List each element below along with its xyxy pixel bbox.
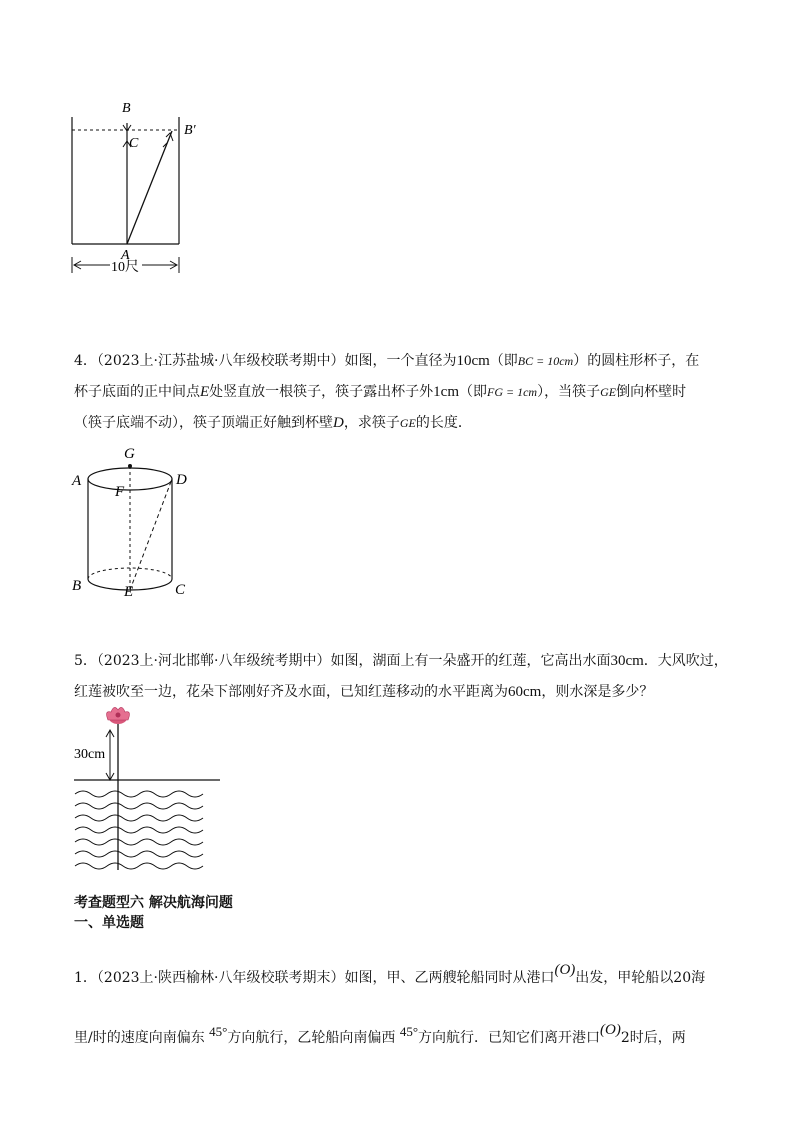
reed-pond-figure <box>60 95 200 280</box>
cup-figure <box>68 440 203 605</box>
q4-line-2: 杯子底面的正中间点E处竖直放一根筷子，筷子露出杯子外1cm（即FG = 1cm），当筷子GE倒向杯壁时 <box>74 384 687 400</box>
label-a: A <box>72 473 82 489</box>
question-1 <box>74 935 744 1073</box>
label-d: D <box>176 472 187 488</box>
width-label: 10尺 <box>111 260 139 275</box>
q4-line-3: （筷子底端不动），筷子顶端正好触到杯壁D，求筷子GE的长度． <box>74 415 472 431</box>
question-5 <box>74 646 744 708</box>
section-subtitle: 一、单选题 <box>74 915 144 931</box>
label-a: A <box>121 248 130 263</box>
section-title: 考查题型六 解决航海问题 <box>74 895 233 911</box>
lotus-lake-figure <box>70 700 230 880</box>
label-c: C <box>175 582 186 598</box>
label-c: C <box>129 136 139 151</box>
label-b: B <box>122 101 131 116</box>
q1-line-1: 1．（2023上·陕西榆林·八年级校联考期末）如图，甲、乙两艘轮船同时从港口(O)出发，甲轮船以20海 <box>74 962 706 986</box>
lotus-flower-icon <box>107 707 130 724</box>
question-4 <box>74 346 744 439</box>
label-b: B <box>72 578 82 594</box>
height-label: 30cm <box>74 747 106 762</box>
label-b-prime: B′ <box>184 123 196 138</box>
q5-line-1: 5．（2023上·河北邯郸·八年级统考期中）如图，湖面上有一朵盛开的红莲，它高出水面30cm．大风吹过， <box>74 653 728 669</box>
q1-line-2: 里/时的速度向南偏东 45°方向航行，乙轮船向南偏西 45°方向航行．已知它们离开港口(O)2时后，两 <box>74 1022 686 1046</box>
q5-line-2: 红莲被吹至一边，花朵下部刚好齐及水面，已知红莲移动的水平距离为60cm，则水深是多少？ <box>74 684 654 700</box>
q4-line-1: 4．（2023上·江苏盐城·八年级校联考期中）如图，一个直径为10cm（即BC = 10cm）的圆柱形杯子，在 <box>74 353 700 369</box>
water-waves <box>75 791 203 869</box>
label-f: F <box>115 484 125 500</box>
label-e: E <box>124 584 134 600</box>
label-g: G <box>124 446 135 462</box>
